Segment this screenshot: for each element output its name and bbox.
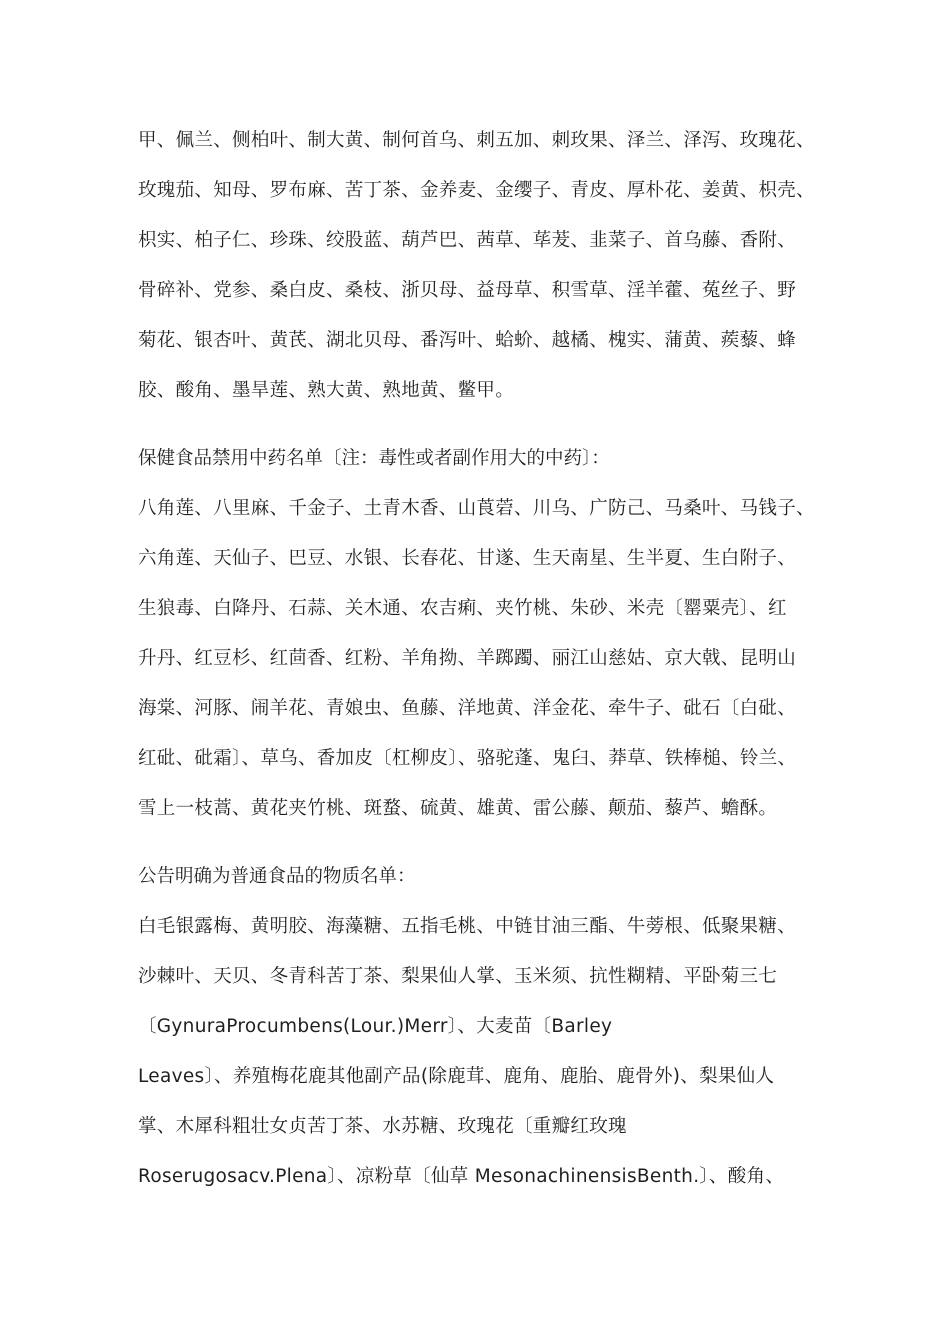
paragraph-line: 升丹、红豆杉、红茴香、红粉、羊角拗、羊踯躅、丽江山慈姑、京大戟、昆明山 bbox=[138, 648, 797, 669]
paragraph-line: 生狼毒、白降丹、石蒜、关木通、农吉痢、夹竹桃、朱砂、米壳〔罂粟壳〕、红 bbox=[138, 598, 787, 619]
paragraph-line: 八角莲、八里麻、千金子、土青木香、山莨菪、川乌、广防己、马桑叶、马钱子、 bbox=[138, 498, 815, 519]
paragraph-line: Roserugosacv.Plena〕、凉粉草〔仙草 MesonachinensisBenth.〕、酸角、 bbox=[138, 1166, 785, 1187]
paragraph-line: 沙棘叶、天贝、冬青科苦丁茶、梨果仙人掌、玉米须、抗性糊精、平卧菊三七 bbox=[138, 966, 778, 987]
paragraph-line: 海棠、河豚、闹羊花、青娘虫、鱼藤、洋地黄、洋金花、牵牛子、砒石〔白砒、 bbox=[138, 698, 797, 719]
paragraph-line: 甲、佩兰、侧柏叶、制大黄、制何首乌、刺五加、刺玫果、泽兰、泽泻、玫瑰花、 bbox=[138, 130, 815, 151]
paragraph-line: 菊花、银杏叶、黄芪、湖北贝母、番泻叶、蛤蚧、越橘、槐实、蒲黄、蒺藜、蜂 bbox=[138, 330, 797, 351]
paragraph-line: 掌、木犀科粗壮女贞苦丁茶、水苏糖、玫瑰花〔重瓣红玫瑰 bbox=[138, 1116, 627, 1137]
paragraph-line: 骨碎补、党参、桑白皮、桑枝、浙贝母、益母草、积雪草、淫羊藿、菟丝子、野 bbox=[138, 280, 797, 301]
paragraph-line: 六角莲、天仙子、巴豆、水银、长春花、甘遂、生天南星、生半夏、生白附子、 bbox=[138, 548, 797, 569]
paragraph-spacer bbox=[138, 842, 838, 860]
paragraph-line: 白毛银露梅、黄明胶、海藻糖、五指毛桃、中链甘油三酯、牛蒡根、低聚果糖、 bbox=[138, 916, 797, 937]
paragraph-line: Leaves〕、养殖梅花鹿其他副产品(除鹿茸、鹿角、鹿胎、鹿骨外)、梨果仙人 bbox=[138, 1066, 775, 1087]
paragraph-line: 〔GynuraProcumbens(Lour.)Merr〕、大麦苗〔Barley bbox=[138, 1016, 613, 1037]
ordinary-food-heading: 公告明确为普通食品的物质名单： bbox=[138, 866, 416, 887]
paragraph-line: 枳实、柏子仁、珍珠、绞股蓝、葫芦巴、茜草、荜茇、韭菜子、首乌藤、香附、 bbox=[138, 230, 797, 251]
paragraph-line: 红砒、砒霜〕、草乌、香加皮〔杠柳皮〕、骆驼蓬、鬼臼、莽草、铁棒槌、铃兰、 bbox=[138, 748, 797, 769]
paragraph-line: 玫瑰茄、知母、罗布麻、苦丁茶、金养麦、金缨子、青皮、厚朴花、姜黄、枳壳、 bbox=[138, 180, 815, 201]
ordinary-food-paragraph bbox=[138, 910, 838, 1210]
banned-herbs-heading: 保健食品禁用中药名单〔注：毒性或者副作用大的中药〕： bbox=[138, 448, 610, 469]
paragraph-line: 雪上一枝蒿、黄花夹竹桃、斑蝥、硫黄、雄黄、雷公藤、颠茄、藜芦、蟾酥。 bbox=[138, 798, 778, 819]
banned-herbs-paragraph bbox=[138, 492, 838, 842]
paragraph-spacer bbox=[138, 424, 838, 442]
document-body bbox=[138, 124, 838, 1210]
paragraph-line: 胶、酸角、墨旱莲、熟大黄、熟地黄、鳖甲。 bbox=[138, 380, 515, 401]
herb-list-paragraph bbox=[138, 124, 838, 424]
